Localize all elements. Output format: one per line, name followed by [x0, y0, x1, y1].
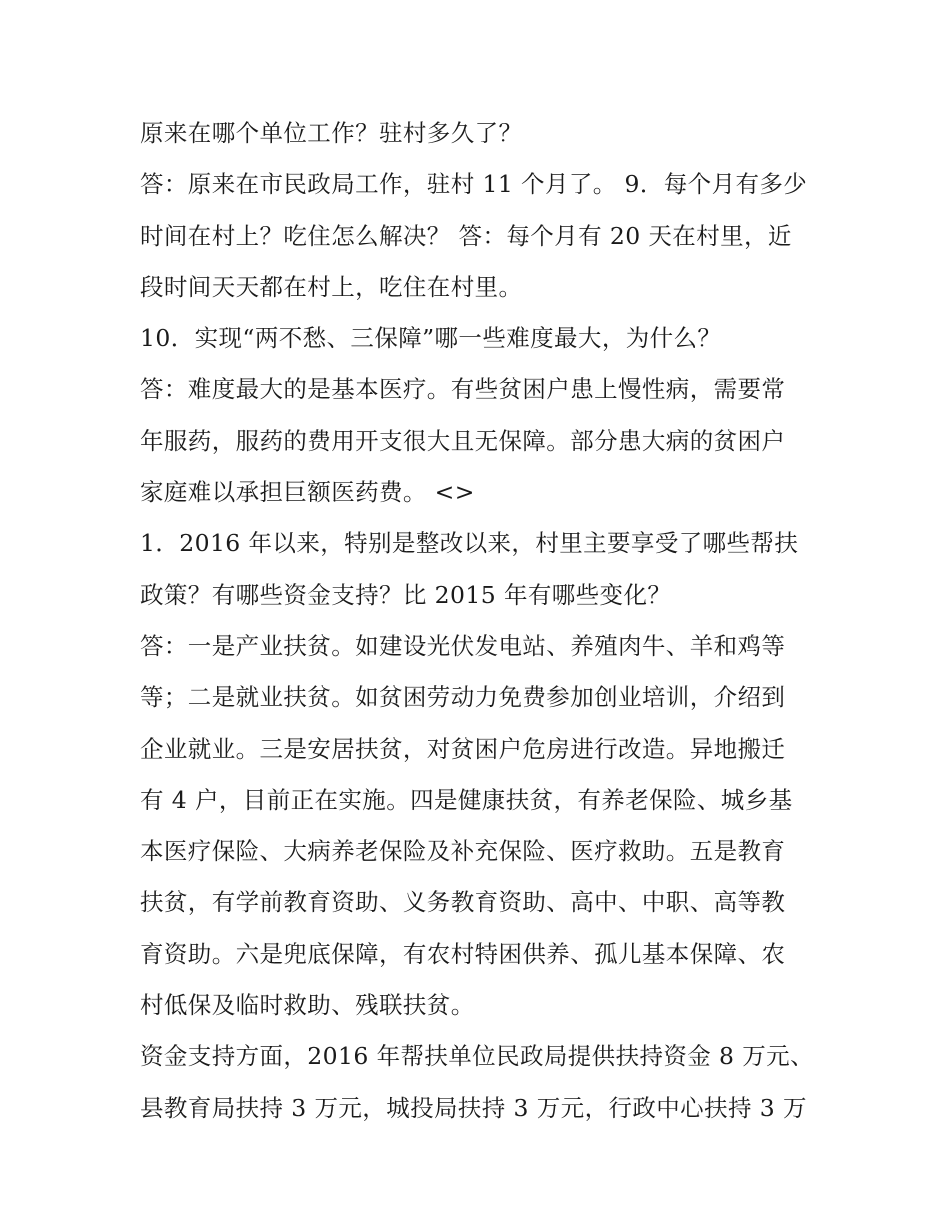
text-line: 10．实现“两不愁、三保障”哪一些难度最大，为什么？ — [140, 324, 722, 353]
text-line: 扶贫，有学前教育资助、义务教育资助、高中、中职、高等教 — [140, 888, 786, 917]
document-body — [140, 108, 820, 1134]
text-line: 有 4 户，目前正在实施。四是健康扶贫，有养老保险、城乡基 — [140, 785, 793, 814]
text-line: 答：难度最大的是基本医疗。有些贫困户患上慢性病，需要常 — [140, 375, 786, 404]
text-line: 育资助。六是兜底保障，有农村特困供养、孤儿基本保障、农 — [140, 939, 786, 968]
text-line: 原来在哪个单位工作？驻村多久了？ — [140, 119, 523, 147]
text-line: 答：原来在市民政局工作，驻村 11 个月了。 9．每个月有多少 — [140, 170, 808, 199]
text-line: 等；二是就业扶贫。如贫困劳动力免费参加创业培训，介绍到 — [140, 683, 786, 712]
text-line: 县教育局扶持 3 万元，城投局扶持 3 万元，行政中心扶持 3 万 — [140, 1093, 807, 1122]
text-line: 答：一是产业扶贫。如建设光伏发电站、养殖肉牛、羊和鸡等 — [140, 631, 786, 660]
text-line: 1．2016 年以来，特别是整改以来，村里主要享受了哪些帮扶 — [140, 529, 799, 558]
text-line: 时间在村上？吃住怎么解决？ 答：每个月有 20 天在村里，近 — [140, 221, 792, 250]
text-line: 村低保及临时救助、残联扶贫。 — [140, 991, 475, 1020]
text-line: 本医疗保险、大病养老保险及补充保险、医疗救助。五是教育 — [140, 837, 786, 866]
text-line: 资金支持方面，2016 年帮扶单位民政局提供扶持资金 8 万元、 — [140, 1042, 814, 1071]
text-line: 企业就业。三是安居扶贫，对贫困户危房进行改造。异地搬迁 — [140, 734, 786, 763]
text-line: 政策？有哪些资金支持？比 2015 年有哪些变化？ — [140, 580, 672, 609]
text-line: 段时间天天都在村上，吃住在村里。 — [140, 272, 523, 301]
text-line: 年服药，服药的费用开支很大且无保障。部分患大病的贫困户 — [140, 426, 786, 455]
text-line: 家庭难以承担巨额医药费。 <> — [140, 478, 475, 507]
